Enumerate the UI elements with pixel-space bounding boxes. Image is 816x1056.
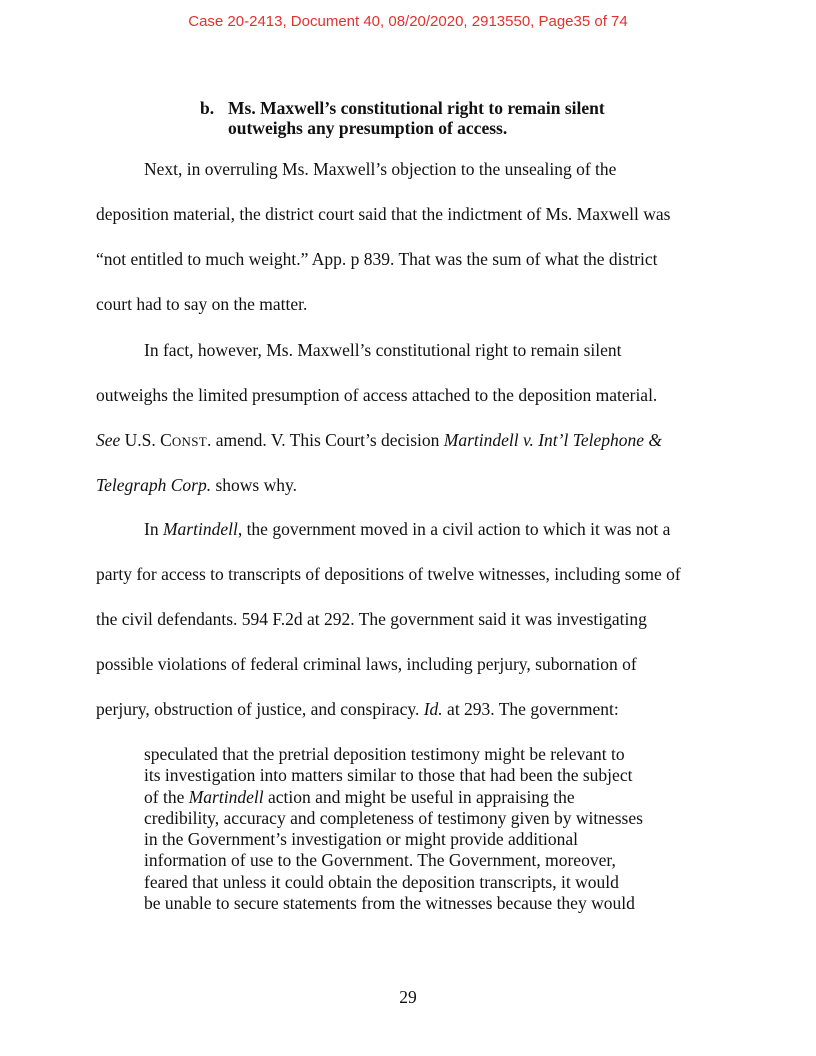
paragraph-3-line-3: the civil defendants. 594 F.2d at 292. The government said it was investigating (96, 609, 647, 629)
page-number: 29 (399, 987, 417, 1007)
paragraph-2-line-3: See U.S. CONST. amend. V. This Court’s decision Martindell v. Int’l Telephone & (96, 430, 662, 450)
constitution-cite: U.S. CONST (124, 430, 207, 450)
paragraph-3-line-4: possible violations of federal criminal laws, including perjury, subornation of (96, 654, 637, 674)
case-name-telegraph: Telegraph Corp. (96, 475, 212, 495)
section-title-line-1: Ms. Maxwell’s constitutional right to remain silent (228, 98, 605, 118)
section-letter: b. (200, 98, 215, 118)
blockquote-line-3: of the Martindell action and might be useful in appraising the (144, 787, 575, 807)
case-name-martindell: Martindell v. Int’l Telephone & (443, 430, 662, 450)
paragraph-1-line-4: court had to say on the matter. (96, 294, 308, 314)
paragraph-1-line-1: Next, in overruling Ms. Maxwell’s objection to the unsealing of the (144, 159, 617, 179)
blockquote-line-8: be unable to secure statements from the witnesses because they would (144, 893, 635, 913)
section-title-line-2: outweighs any presumption of access. (228, 118, 508, 138)
case-name-martindell: Martindell (162, 519, 238, 539)
blockquote-line-6: information of use to the Government. The Government, moreover, (144, 850, 616, 870)
paragraph-1-line-2: deposition material, the district court said that the indictment of Ms. Maxwell was (96, 204, 671, 224)
paragraph-2-line-2: outweighs the limited presumption of access attached to the deposition material. (96, 385, 658, 405)
blockquote-line-5: in the Government’s investigation or might provide additional (144, 829, 579, 849)
blockquote-line-1: speculated that the pretrial deposition testimony might be relevant to (144, 744, 625, 764)
blockquote-line-4: credibility, accuracy and completeness of testimony given by witnesses (144, 808, 643, 828)
paragraph-3-line-1: In Martindell, the government moved in a civil action to which it was not a (144, 519, 671, 539)
paragraph-1-line-3: “not entitled to much weight.” App. p 839. That was the sum of what the district (96, 249, 658, 269)
citation-id: Id. (423, 699, 443, 719)
filing-header: Case 20-2413, Document 40, 08/20/2020, 2913550, Page35 of 74 (188, 13, 628, 30)
citation-signal-see: See (96, 430, 121, 450)
case-name-martindell: Martindell (188, 787, 264, 807)
paragraph-3-line-2: party for access to transcripts of depositions of twelve witnesses, including some of (96, 564, 681, 584)
paragraph-2-line-4: Telegraph Corp. shows why. (96, 475, 297, 495)
blockquote-line-7: feared that unless it could obtain the deposition transcripts, it would (144, 872, 619, 892)
blockquote-line-2: its investigation into matters similar to those that had been the subject (144, 765, 633, 785)
paragraph-3-line-5: perjury, obstruction of justice, and conspiracy. Id. at 293. The government: (96, 699, 619, 719)
paragraph-2-line-1: In fact, however, Ms. Maxwell’s constitutional right to remain silent (144, 340, 622, 360)
